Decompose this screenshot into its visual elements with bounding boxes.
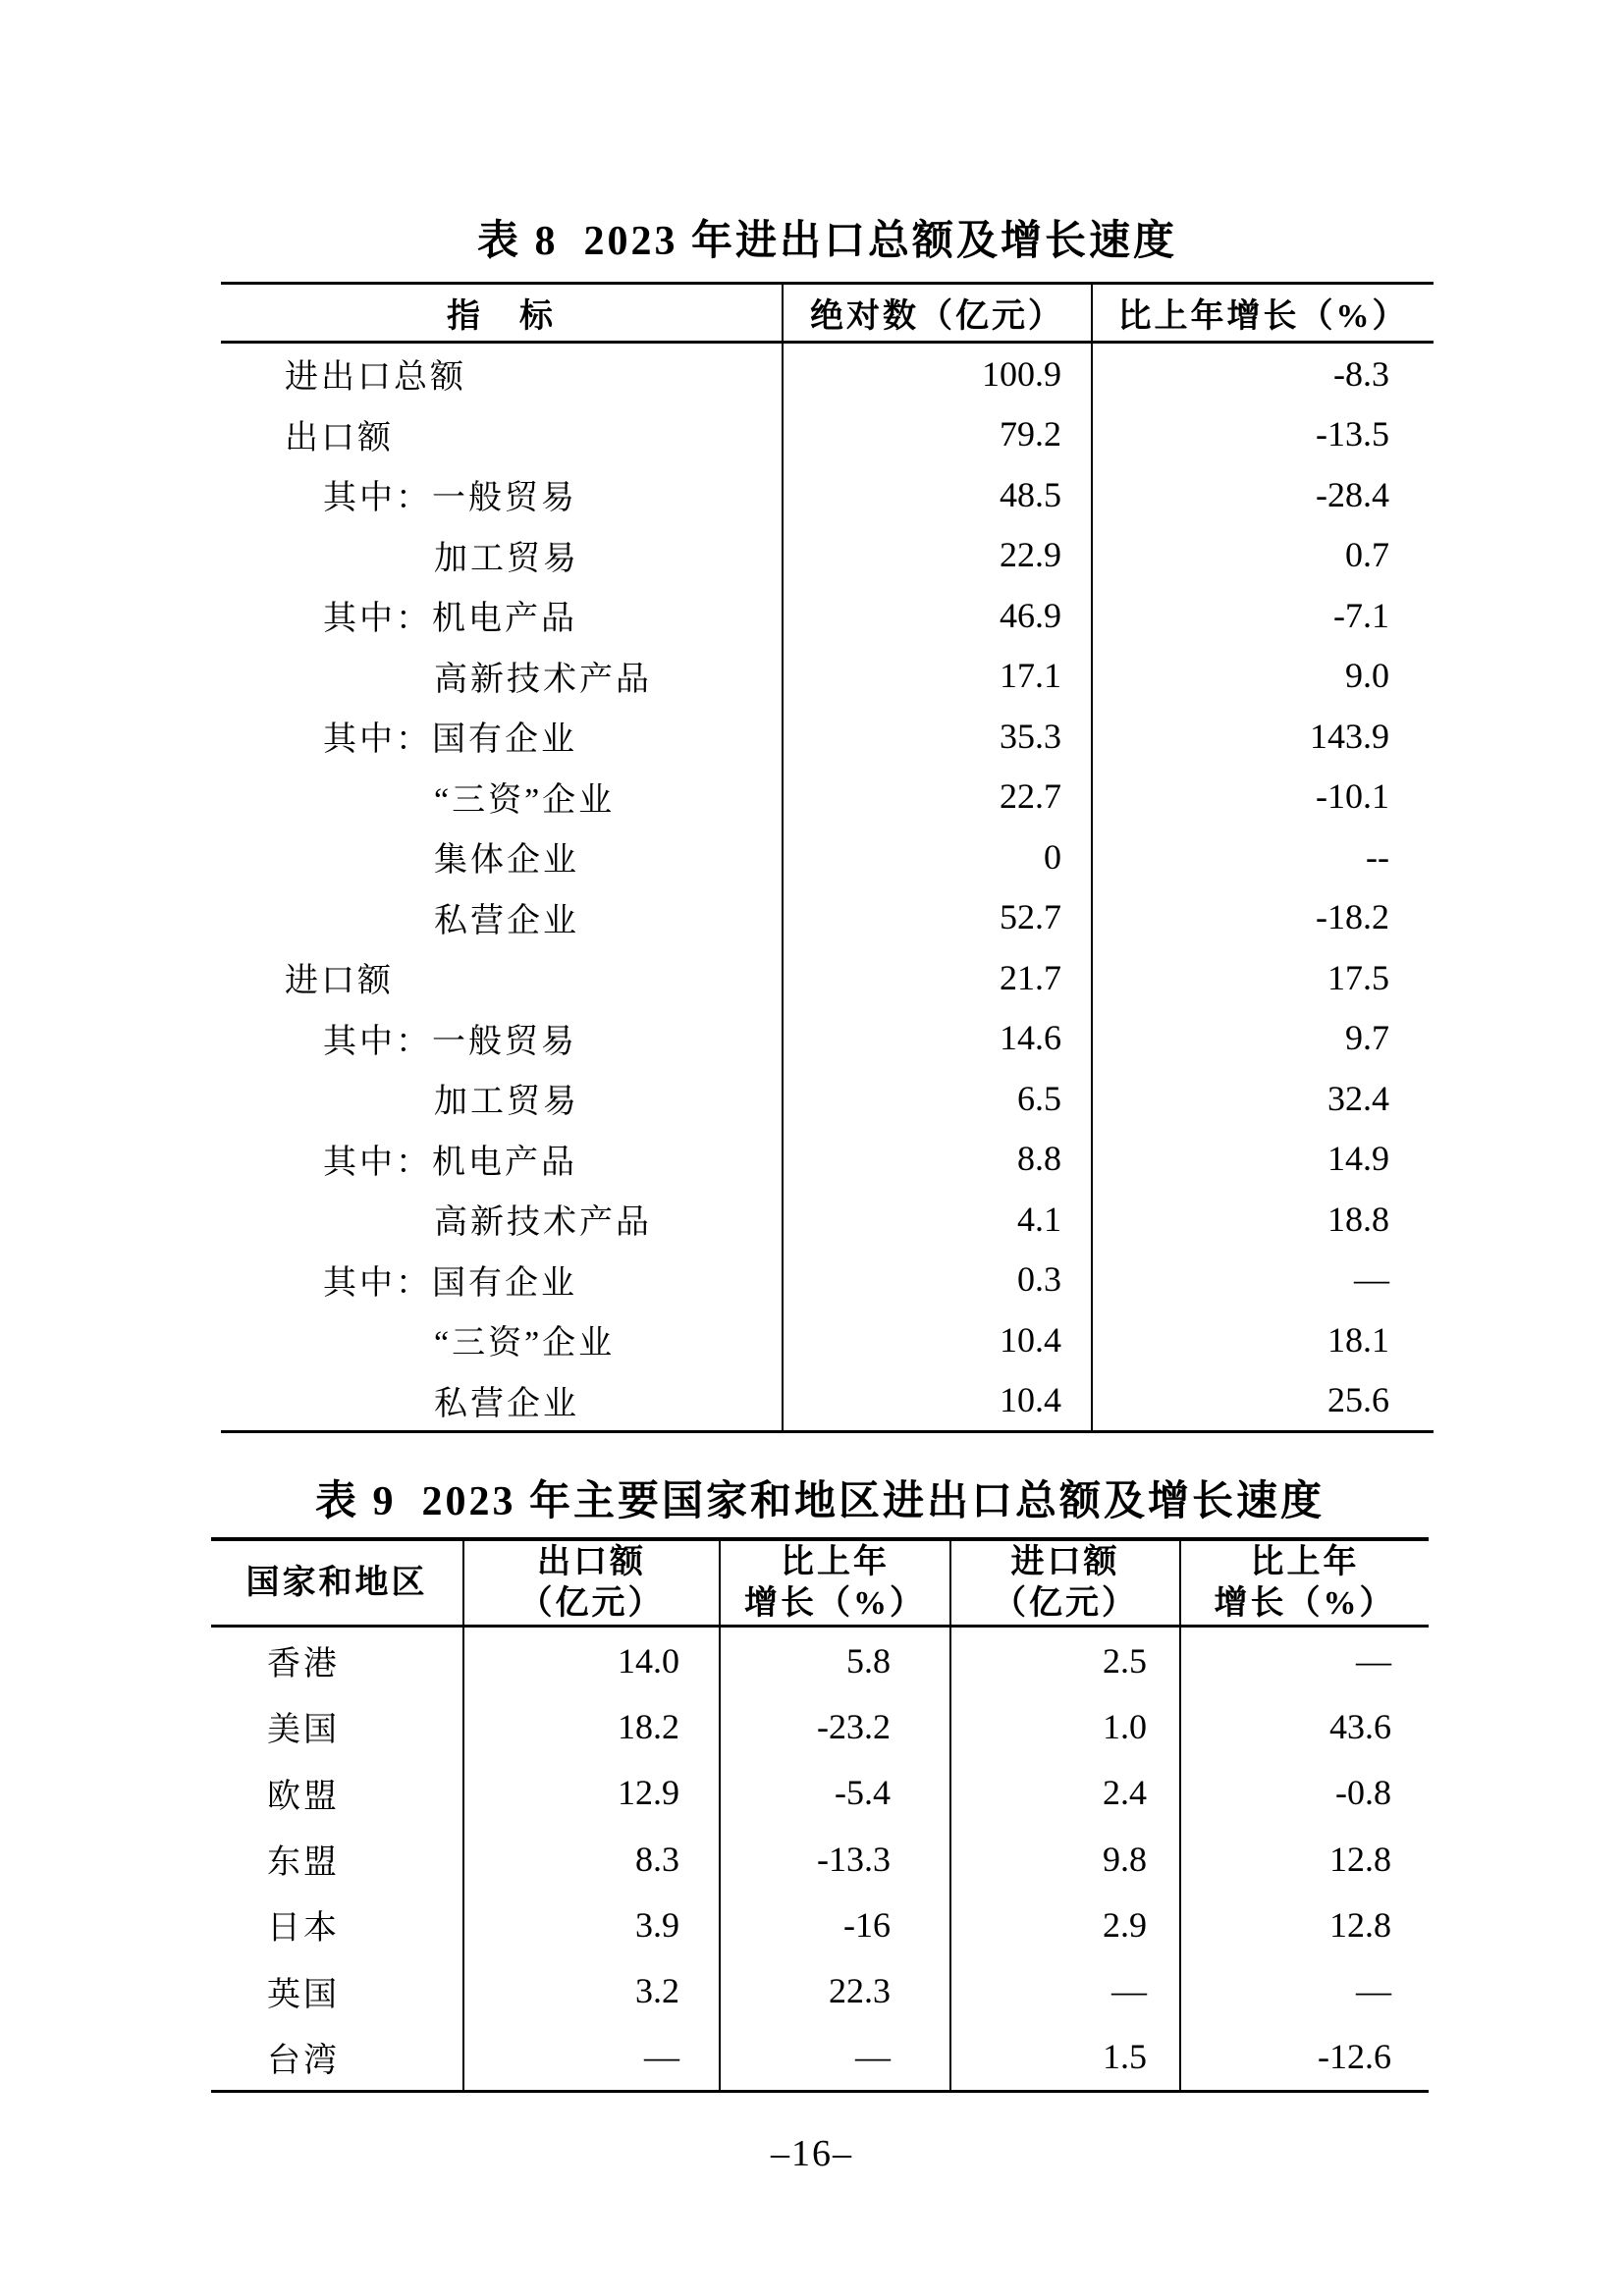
table9-header-row	[211, 1541, 1429, 1628]
table8-row	[221, 1008, 1434, 1069]
table9-row-region: 英国	[211, 1957, 464, 2023]
table8-row-absolute-value: 10.4	[784, 1370, 1093, 1431]
page-number: –16–	[771, 2133, 853, 2174]
table9-row-export: 3.9	[464, 1892, 721, 1957]
table9-body	[211, 1628, 1429, 2090]
table8-row-label: 其中：机电产品	[221, 1129, 784, 1190]
table9-row-import: —	[951, 1957, 1181, 2023]
table8-row-label: 其中：国有企业	[221, 706, 784, 767]
table8-row-label: 高新技术产品	[221, 646, 784, 707]
table8-title-prefix: 表 8	[476, 219, 559, 264]
table8-row-absolute-value: 14.6	[784, 1008, 1093, 1069]
table8-row-label: 加工贸易	[221, 1068, 784, 1129]
table9-title-prefix: 表 9	[314, 1479, 397, 1524]
table8-row-growth: —	[1354, 1259, 1389, 1300]
table9-row	[211, 1693, 1429, 1759]
table8-row	[221, 1189, 1434, 1250]
table8-row-label: 出口额	[221, 404, 784, 465]
table8-row-absolute-value: 8.8	[784, 1129, 1093, 1190]
table9-row-region: 日本	[211, 1892, 464, 1957]
table9-row	[211, 1826, 1429, 1892]
table8-row-growth: -18.2	[1316, 897, 1389, 937]
table9-row-import: 9.8	[951, 1826, 1181, 1892]
table8-row-label: 集体企业	[221, 827, 784, 887]
table8-row-growth: -13.5	[1316, 414, 1389, 454]
header-line: 比上年	[1250, 1543, 1360, 1580]
table8-row-label: “三资”企业	[221, 1309, 784, 1370]
table9-row-export: 3.2	[464, 1957, 721, 2023]
table8-row-growth: --	[1366, 836, 1389, 877]
table9-row-import-growth: -0.8	[1335, 1773, 1391, 1813]
table8-row-absolute-value: 17.1	[784, 646, 1093, 707]
table8-row-growth: 14.9	[1327, 1139, 1389, 1179]
table9-row-export: 8.3	[464, 1826, 721, 1892]
table8-row-growth: -8.3	[1333, 353, 1389, 394]
header-line: 国家和地区	[245, 1564, 428, 1601]
table8-row	[221, 404, 1434, 465]
table8-row	[221, 1309, 1434, 1370]
table8-row-growth: 9.0	[1345, 656, 1389, 696]
table9-header-import-growth	[1181, 1541, 1429, 1625]
table8-row	[221, 464, 1434, 525]
table9-row-region: 台湾	[211, 2024, 464, 2090]
table9-row-import-growth: -12.6	[1318, 2037, 1391, 2077]
table8-row-absolute-value: 79.2	[784, 404, 1093, 465]
header-line: （亿元）	[993, 1584, 1138, 1622]
table8-row-absolute-value: 48.5	[784, 464, 1093, 525]
table8-header-indicator: 指 标	[221, 285, 784, 341]
table9-header-import	[951, 1541, 1181, 1625]
table9-row-import-growth: 12.8	[1329, 1904, 1391, 1945]
table9-row	[211, 2024, 1429, 2090]
table9-row-export-growth: 5.8	[721, 1628, 951, 1693]
table9-row-export-growth: -13.3	[721, 1826, 951, 1892]
table8	[221, 282, 1434, 1433]
table8-row-growth: 18.8	[1327, 1199, 1389, 1239]
table9-title-text: 2023 年主要国家和地区进出口总额及增长速度	[421, 1479, 1326, 1524]
table8-row-growth: 0.7	[1345, 535, 1389, 575]
table8-row-label: 私营企业	[221, 1370, 784, 1431]
table8-row-absolute-value: 100.9	[784, 344, 1093, 404]
table9-row-export: 12.9	[464, 1760, 721, 1826]
table9-row-export-growth: —	[721, 2024, 951, 2090]
table9-row-region: 美国	[211, 1693, 464, 1759]
table8-title-text: 2023 年进出口总额及增长速度	[583, 219, 1178, 264]
table9-row-import: 2.9	[951, 1892, 1181, 1957]
table8-row-growth: 17.5	[1327, 957, 1389, 997]
table8-row-growth: 32.4	[1327, 1078, 1389, 1118]
table9-row	[211, 1957, 1429, 2023]
table8-row-absolute-value: 0	[784, 827, 1093, 887]
table8-row-label: 进出口总额	[221, 344, 784, 404]
table8-row-growth: -28.4	[1316, 474, 1389, 514]
table9-row-import-growth: —	[1356, 1971, 1391, 2011]
table8-row	[221, 344, 1434, 404]
table9-row-region: 香港	[211, 1628, 464, 1693]
table8-row	[221, 947, 1434, 1008]
table9-row	[211, 1760, 1429, 1826]
table9-row-export: 14.0	[464, 1628, 721, 1693]
table8-header-growth: 比上年增长（%）	[1117, 298, 1409, 335]
table9-row-region: 欧盟	[211, 1760, 464, 1826]
table9-row-export: 18.2	[464, 1693, 721, 1759]
table8-row-label: 私营企业	[221, 887, 784, 948]
table8-row-label: 其中：机电产品	[221, 585, 784, 646]
table8-row-absolute-value: 21.7	[784, 947, 1093, 1008]
table8-row-growth: 18.1	[1327, 1319, 1389, 1360]
table9-row	[211, 1628, 1429, 1693]
table8-row-label: 其中：一般贸易	[221, 1008, 784, 1069]
table8-row	[221, 525, 1434, 586]
table9-header-export	[464, 1541, 721, 1625]
table8-row-label: “三资”企业	[221, 767, 784, 828]
table9-header-export-growth	[721, 1541, 951, 1625]
table8-row-growth: 9.7	[1345, 1018, 1389, 1058]
table8-row-label: 进口额	[221, 947, 784, 1008]
table8-row	[221, 585, 1434, 646]
table8-row-absolute-value: 46.9	[784, 585, 1093, 646]
table9-row-import: 1.0	[951, 1693, 1181, 1759]
table8-row	[221, 1250, 1434, 1310]
table8-row-growth: -7.1	[1333, 595, 1389, 635]
table9-row	[211, 1892, 1429, 1957]
table9-row-import: 1.5	[951, 2024, 1181, 2090]
table8-header-row	[221, 285, 1434, 344]
table8-row	[221, 706, 1434, 767]
table9-row-export-growth: -16	[721, 1892, 951, 1957]
table9-row-import: 2.4	[951, 1760, 1181, 1826]
table8-row-label: 其中：一般贸易	[221, 464, 784, 525]
table9-row-export-growth: -23.2	[721, 1693, 951, 1759]
table8-row-absolute-value: 22.9	[784, 525, 1093, 586]
table8-row-growth: 143.9	[1310, 716, 1389, 756]
table8-row-absolute-value: 52.7	[784, 887, 1093, 948]
table8-row-absolute-value: 10.4	[784, 1309, 1093, 1370]
header-line: 比上年	[781, 1543, 890, 1580]
table8-row-label: 加工贸易	[221, 525, 784, 586]
table8-row-label: 其中：国有企业	[221, 1250, 784, 1310]
table8-row-absolute-value: 6.5	[784, 1068, 1093, 1129]
table8-row	[221, 827, 1434, 887]
table9	[211, 1537, 1429, 2093]
header-line: （亿元）	[518, 1584, 665, 1622]
table8-row-absolute-value: 0.3	[784, 1250, 1093, 1310]
table8-row-growth: 25.6	[1327, 1380, 1389, 1420]
table9-row-import-growth: 12.8	[1329, 1839, 1391, 1879]
table8-row-growth: -10.1	[1316, 776, 1389, 817]
table9-title	[211, 1468, 1429, 1527]
header-line: 增长（%）	[1214, 1584, 1396, 1622]
header-line: 增长（%）	[744, 1584, 926, 1622]
table8-row	[221, 887, 1434, 948]
table8-row	[221, 767, 1434, 828]
table9-row-export-growth: 22.3	[721, 1957, 951, 2023]
table8-row-absolute-value: 4.1	[784, 1189, 1093, 1250]
table9-header-region	[211, 1541, 464, 1625]
table8-title	[221, 208, 1434, 267]
table8-row	[221, 646, 1434, 707]
table8-row-absolute-value: 22.7	[784, 767, 1093, 828]
table9-row-import-growth: —	[1356, 1640, 1391, 1681]
table9-row-export: —	[464, 2024, 721, 2090]
table9-row-import: 2.5	[951, 1628, 1181, 1693]
table8-body	[221, 344, 1434, 1430]
table8-row	[221, 1068, 1434, 1129]
table8-row	[221, 1129, 1434, 1190]
table8-row	[221, 1370, 1434, 1431]
table9-row-import-growth: 43.6	[1329, 1706, 1391, 1746]
header-line: 出口额	[537, 1543, 646, 1580]
table8-header-absolute-value: 绝对数（亿元）	[784, 285, 1093, 341]
table9-row-export-growth: -5.4	[721, 1760, 951, 1826]
table8-row-absolute-value: 35.3	[784, 706, 1093, 767]
table8-row-label: 高新技术产品	[221, 1189, 784, 1250]
table9-row-region: 东盟	[211, 1826, 464, 1892]
header-line: 进口额	[1010, 1543, 1120, 1580]
